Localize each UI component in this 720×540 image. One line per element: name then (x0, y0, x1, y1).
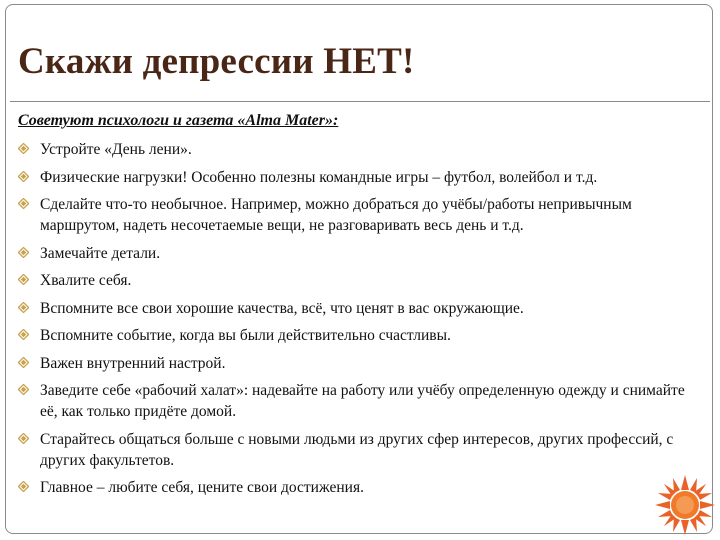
list-item (18, 194, 698, 236)
diamond-bullet-icon (18, 247, 29, 258)
list-item (18, 139, 698, 160)
list-item (18, 380, 698, 422)
diamond-bullet-icon (18, 481, 29, 492)
bullet-text: Устройте «День лени». (40, 141, 192, 158)
diamond-bullet-icon (18, 274, 29, 285)
bullet-text: Сделайте что-то необычное. Например, можно добраться до учёбы/работы непривычным маршрутом, надеть несочетаемые вещи, не разговаривать весь день и т.д. (40, 196, 632, 234)
diamond-bullet-icon (18, 302, 29, 313)
list-item (18, 243, 698, 264)
diamond-bullet-icon (18, 329, 29, 340)
bullet-text: Вспомните событие, когда вы были действительно счастливы. (40, 327, 451, 344)
bullet-text: Вспомните все свои хорошие качества, всё, что ценят в вас окружающие. (40, 299, 524, 317)
list-item (18, 353, 698, 374)
list-item (18, 298, 698, 319)
diamond-bullet-icon (18, 143, 29, 154)
diamond-bullet-icon (18, 433, 29, 444)
bullet-text: Хвалите себя. (40, 272, 132, 289)
diamond-bullet-icon (18, 171, 29, 182)
list-item (18, 270, 698, 291)
sun-icon (654, 474, 716, 536)
diamond-bullet-icon (18, 384, 29, 395)
bullet-text: Старайтесь общаться больше с новыми людьми из других сфер интересов, других профессий, с других факультетов. (40, 430, 674, 469)
bullet-text: Заведите себе «рабочий халат»: надевайте на работу или учёбу определенную одежду и снимайте её, как только придёте домой. (40, 382, 685, 420)
list-item (18, 325, 698, 346)
slide-title: Скажи депрессии НЕТ! (18, 41, 415, 82)
diamond-bullet-icon (18, 198, 29, 209)
bullet-text: Замечайте детали. (40, 244, 161, 262)
slide-subtitle: Советуют психологи и газета «Alma Mater»: (18, 112, 339, 129)
bullet-text: Главное – любите себя, цените свои достижения. (40, 479, 364, 496)
title-divider (10, 101, 710, 102)
bullet-text: Важен внутренний настрой. (40, 354, 226, 372)
diamond-bullet-icon (18, 357, 29, 368)
list-item (18, 429, 698, 471)
bullet-text: Физические нагрузки! Особенно полезны командные игры – футбол, волейбол и т.д. (40, 168, 598, 186)
list-item (18, 167, 698, 188)
list-item (18, 477, 698, 498)
bullet-list (18, 139, 698, 505)
